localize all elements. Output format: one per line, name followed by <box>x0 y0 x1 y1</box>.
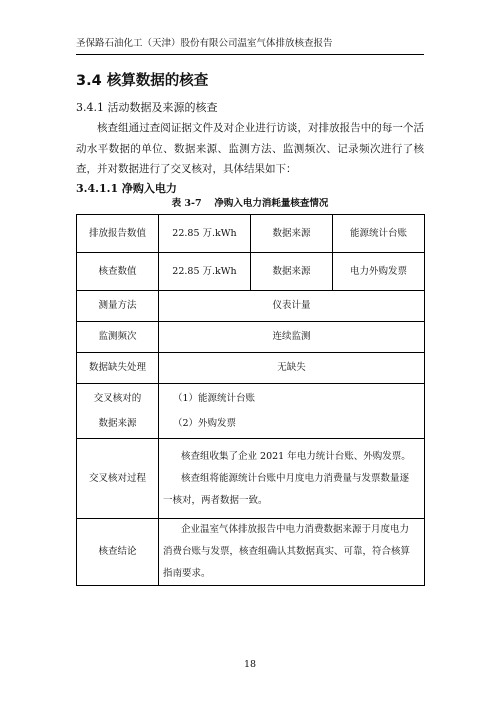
body-paragraph: 核查组通过查阅证据文件及对企业进行访谈，对排放报告中的每一个活动水平数据的单位、数据来源、监测方法、监测频次、记录频次进行了核查，并对数据进行了交叉核对，具体结果如下： <box>76 122 424 175</box>
list-item: （2）外购发票 <box>173 418 237 429</box>
cell-value: 无缺失 <box>159 353 425 384</box>
table-row <box>77 384 425 439</box>
section-heading: 3.4 核算数据的核查 <box>76 73 209 89</box>
cell-paragraph: 核查组收集了企业 2021 年电力统计台账、外购发票。 <box>181 450 411 462</box>
table-row <box>77 215 425 253</box>
list-item: （1）能源统计台账 <box>173 393 256 404</box>
row-label: 排放报告数值 <box>77 215 159 253</box>
row-label: 核查数值 <box>77 253 159 291</box>
row-label: 数据缺失处理 <box>77 353 159 384</box>
row-label <box>77 384 159 439</box>
cell-value: 22.85 万.kWh <box>159 215 251 253</box>
verification-table <box>76 214 425 586</box>
cell-value: 22.85 万.kWh <box>159 253 251 291</box>
cell-value <box>159 519 425 586</box>
cell-source-value: 能源统计台账 <box>333 215 425 253</box>
table-row <box>77 519 425 586</box>
label-line: 交叉核对的 <box>93 393 142 404</box>
table-row <box>77 253 425 291</box>
cell-source-label: 数据来源 <box>251 215 333 253</box>
label-line: 数据来源 <box>98 418 137 429</box>
subsubsection-heading: 3.4.1.1 净购入电力 <box>76 182 177 195</box>
row-label: 核查结论 <box>77 519 159 586</box>
table-row <box>77 353 425 384</box>
table-caption: 表 3-7 净购入电力消耗量核查情况 <box>171 198 329 209</box>
subsection-heading: 3.4.1 活动数据及来源的核查 <box>76 101 218 114</box>
row-label: 交叉核对过程 <box>77 439 159 519</box>
cell-value <box>159 439 425 519</box>
page-number: 18 <box>243 659 257 670</box>
table-row <box>77 439 425 519</box>
row-label: 测量方法 <box>77 291 159 322</box>
cell-source-label: 数据来源 <box>251 253 333 291</box>
cell-value: 仪表计量 <box>159 291 425 322</box>
table-row <box>77 291 425 322</box>
page-header: 圣保路石油化工（天津）股份有限公司温室气体排放核查报告 <box>76 38 424 55</box>
cell-source-value: 电力外购发票 <box>333 253 425 291</box>
cell-paragraph: 企业温室气体排放报告中电力消费数据来源于月度电力消费台账与发票，核查组确认其数据真实、可靠，符合核算指南要求。 <box>163 524 411 579</box>
cell-value <box>159 384 425 439</box>
cell-value: 连续监测 <box>159 322 425 353</box>
row-label: 监测频次 <box>77 322 159 353</box>
table-row <box>77 322 425 353</box>
cell-paragraph: 核查组将能源统计台账中月度电力消费量与发票数量逐一核对，两者数据一致。 <box>163 472 410 506</box>
